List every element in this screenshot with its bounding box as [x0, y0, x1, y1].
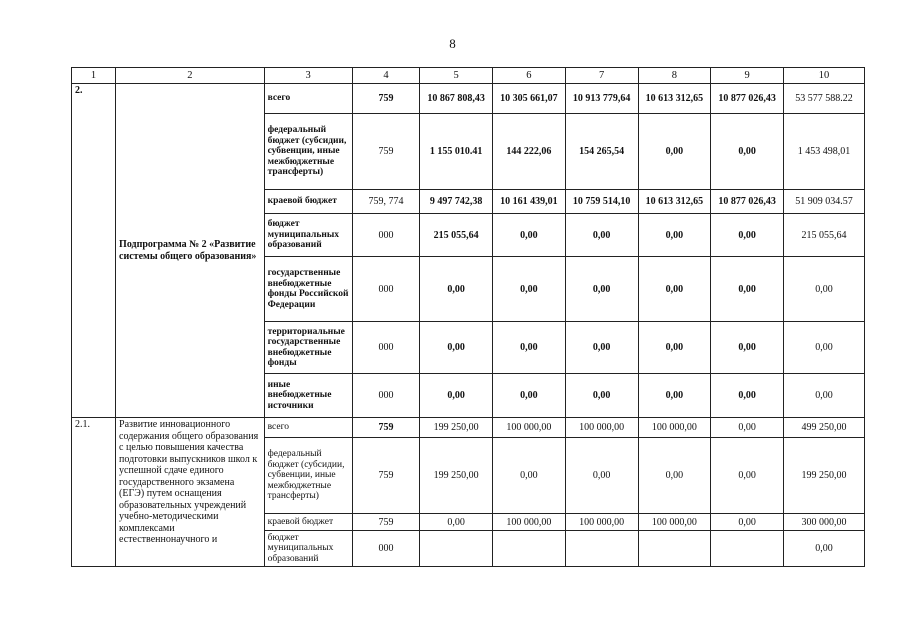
table-cell: 0,00	[711, 214, 784, 257]
table-cell: 0,00	[638, 257, 711, 322]
table-cell: 100 000,00	[638, 418, 711, 438]
table-cell: 0,00	[493, 214, 566, 257]
table-cell: 10 877 026,43	[711, 84, 784, 114]
table-cell: 199 250,00	[783, 438, 864, 514]
table-cell: 0,00	[711, 257, 784, 322]
funding-source: краевой бюджет	[264, 190, 352, 214]
table-cell: 0,00	[783, 531, 864, 567]
table-cell: 154 265,54	[565, 114, 638, 190]
table-cell: 10 613 312,65	[638, 84, 711, 114]
table-cell	[711, 531, 784, 567]
header-cell: 4	[352, 68, 420, 84]
table-cell: 10 877 026,43	[711, 190, 784, 214]
table-cell: 100 000,00	[565, 418, 638, 438]
table-cell: 100 000,00	[493, 514, 566, 531]
table-cell: 100 000,00	[565, 514, 638, 531]
table-row	[72, 418, 865, 438]
table-cell: 0,00	[711, 514, 784, 531]
table-cell: 000	[352, 374, 420, 418]
table-cell: 53 577 588.22	[783, 84, 864, 114]
table-cell: 0,00	[638, 214, 711, 257]
table-cell: 0,00	[420, 514, 493, 531]
table-cell: 10 305 661,07	[493, 84, 566, 114]
table-cell: 0,00	[493, 322, 566, 374]
table-cell: 000	[352, 257, 420, 322]
table-cell: 1 155 010.41	[420, 114, 493, 190]
header-cell: 10	[783, 68, 864, 84]
table-cell: 0,00	[565, 214, 638, 257]
table-cell: 0,00	[711, 114, 784, 190]
table-cell: 0,00	[420, 374, 493, 418]
table-cell: 100 000,00	[638, 514, 711, 531]
table-cell: 10 161 439,01	[493, 190, 566, 214]
header-cell: 5	[420, 68, 493, 84]
funding-source: краевой бюджет	[264, 514, 352, 531]
table-cell: 000	[352, 531, 420, 567]
table-cell: 300 000,00	[783, 514, 864, 531]
table-cell: 0,00	[783, 257, 864, 322]
table-cell: 0,00	[493, 374, 566, 418]
table-cell	[565, 531, 638, 567]
header-cell: 7	[565, 68, 638, 84]
funding-source: всего	[264, 84, 352, 114]
header-cell: 3	[264, 68, 352, 84]
measure-title: Развитие инновационного содержания общего образования с целью повышения качества подготовки выпускников школ к успешной сдаче единого государственного экзамена (ЕГЭ) путем оснащения образовательных учреждений учебно-методическими комплексами естественнонаучного и	[116, 418, 265, 567]
table-row	[72, 84, 865, 114]
table-cell: 759	[352, 84, 420, 114]
table-cell: 0,00	[711, 374, 784, 418]
table-cell: 199 250,00	[420, 438, 493, 514]
table-cell: 215 055,64	[420, 214, 493, 257]
funding-source: всего	[264, 418, 352, 438]
table-cell: 0,00	[493, 257, 566, 322]
table-cell: 0,00	[711, 322, 784, 374]
table-cell: 0,00	[420, 257, 493, 322]
subprogram-title: Подпрограмма № 2 «Развитие системы общего образования»	[116, 84, 265, 418]
table-cell: 10 913 779,64	[565, 84, 638, 114]
table-cell	[493, 531, 566, 567]
page-number: 8	[449, 36, 456, 51]
table-cell: 10 867 808,43	[420, 84, 493, 114]
table-cell: 759	[352, 514, 420, 531]
table-cell: 199 250,00	[420, 418, 493, 438]
header-cell: 6	[493, 68, 566, 84]
table-cell: 499 250,00	[783, 418, 864, 438]
table-cell: 1 453 498,01	[783, 114, 864, 190]
table-cell: 0,00	[493, 438, 566, 514]
header-cell: 9	[711, 68, 784, 84]
table-cell: 0,00	[711, 438, 784, 514]
table-cell: 759	[352, 418, 420, 438]
table-cell: 0,00	[638, 322, 711, 374]
table-cell: 0,00	[565, 374, 638, 418]
table-cell: 0,00	[638, 374, 711, 418]
table-cell: 0,00	[565, 438, 638, 514]
table-cell: 0,00	[783, 374, 864, 418]
section-number: 2.1.	[72, 418, 116, 567]
table-cell: 100 000,00	[493, 418, 566, 438]
funding-source: территориальные государственные внебюджетные фонды	[264, 322, 352, 374]
table-cell: 10 759 514,10	[565, 190, 638, 214]
table-cell: 759	[352, 114, 420, 190]
header-cell: 8	[638, 68, 711, 84]
header-cell: 1	[72, 68, 116, 84]
funding-source: бюджет муниципальных образований	[264, 214, 352, 257]
table-cell: 759	[352, 438, 420, 514]
table-cell	[420, 531, 493, 567]
funding-source: бюджет муниципальных образований	[264, 531, 352, 567]
table-cell: 10 613 312,65	[638, 190, 711, 214]
table-cell: 0,00	[711, 418, 784, 438]
budget-table	[71, 67, 865, 567]
table-cell: 0,00	[783, 322, 864, 374]
funding-source: федеральный бюджет (субсидии, субвенции, иные межбюджетные трансферты)	[264, 114, 352, 190]
table-cell	[638, 531, 711, 567]
table-cell: 0,00	[638, 438, 711, 514]
section-number: 2.	[72, 84, 116, 418]
table-cell: 0,00	[565, 257, 638, 322]
table-cell: 0,00	[565, 322, 638, 374]
header-cell: 2	[116, 68, 265, 84]
table-cell: 144 222,06	[493, 114, 566, 190]
funding-source: иные внебюджетные источники	[264, 374, 352, 418]
table-cell: 0,00	[420, 322, 493, 374]
table-cell: 9 497 742,38	[420, 190, 493, 214]
funding-source: федеральный бюджет (субсидии, субвенции, иные межбюджетные трансферты)	[264, 438, 352, 514]
table-cell: 0,00	[638, 114, 711, 190]
header-row	[72, 68, 865, 84]
funding-source: государственные внебюджетные фонды Российской Федерации	[264, 257, 352, 322]
table-cell: 000	[352, 214, 420, 257]
table-cell: 000	[352, 322, 420, 374]
table-cell: 51 909 034.57	[783, 190, 864, 214]
table-cell: 215 055,64	[783, 214, 864, 257]
table-cell: 759, 774	[352, 190, 420, 214]
